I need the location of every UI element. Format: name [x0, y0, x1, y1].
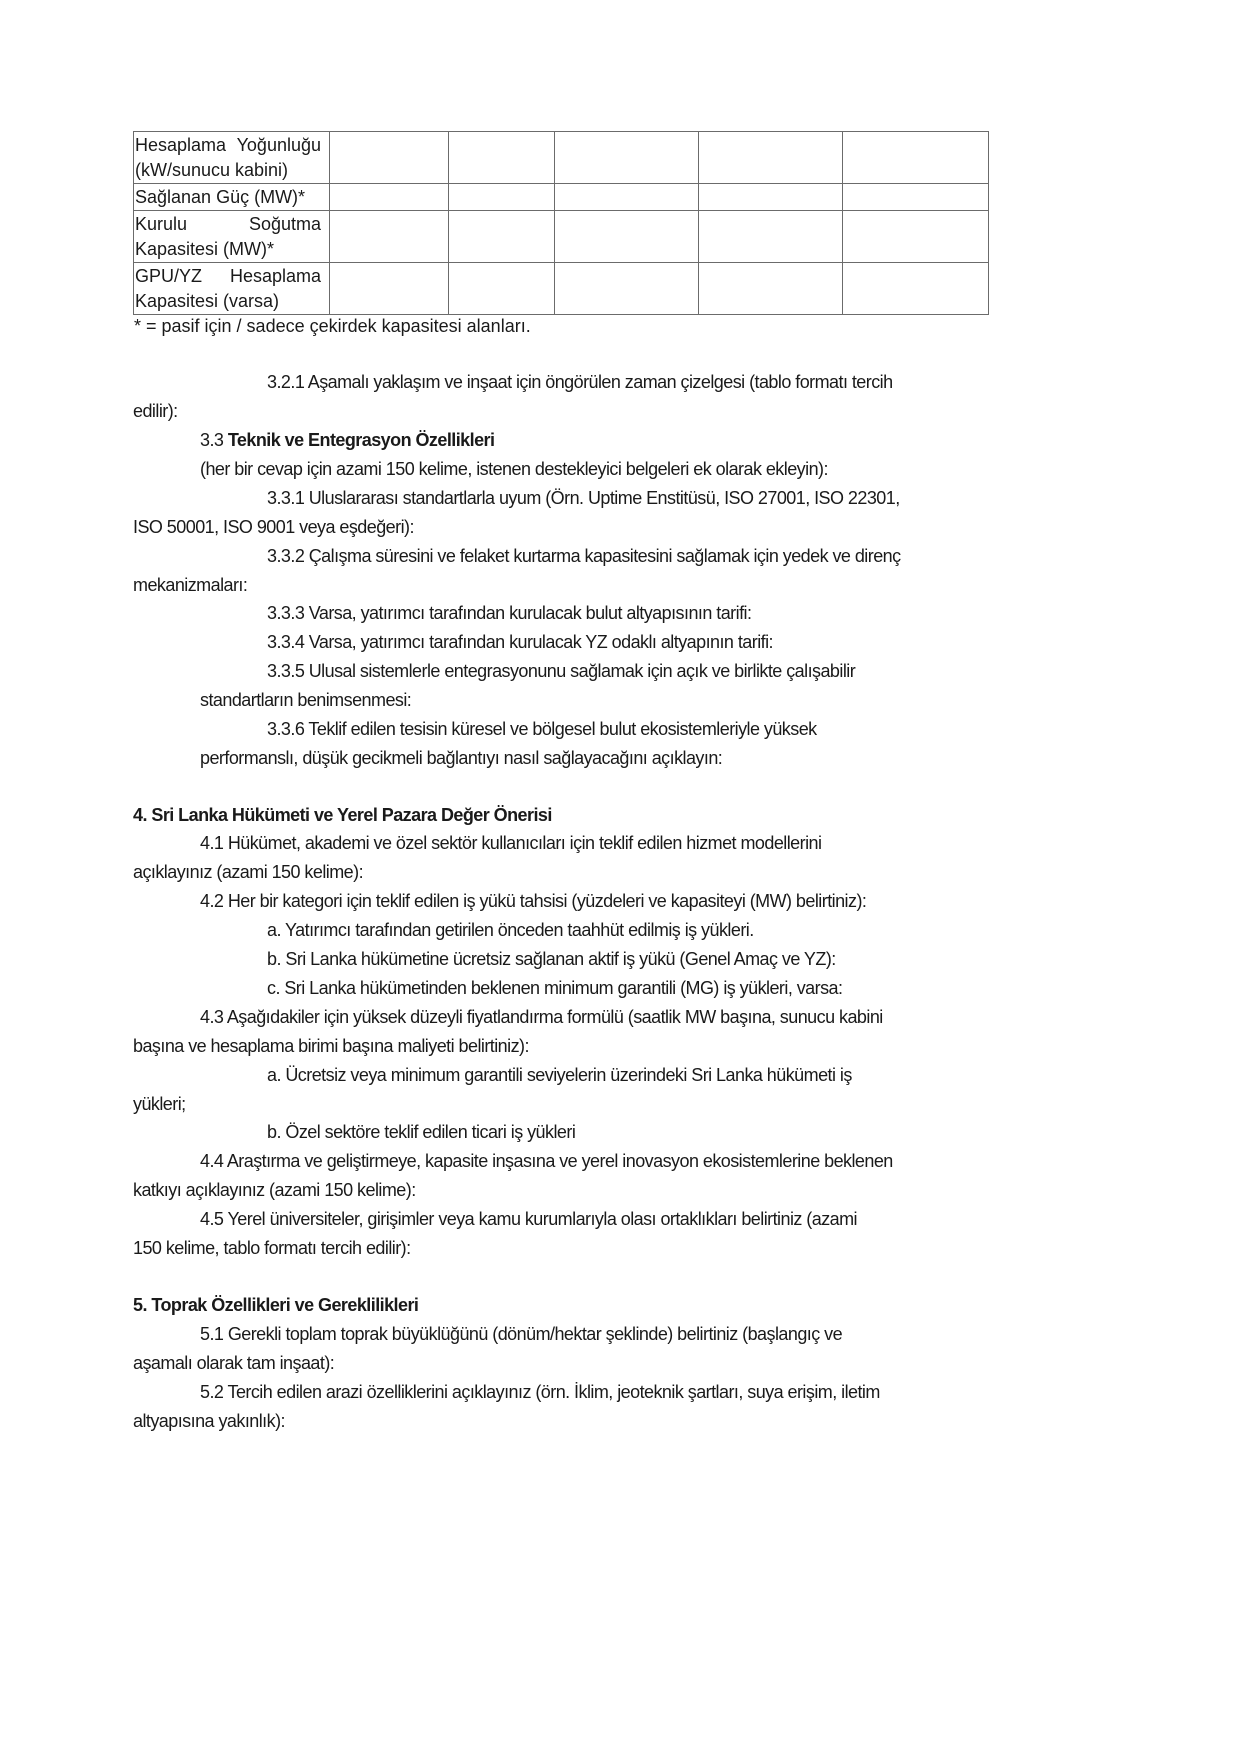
item-3-3-5-line2: standartların benimsenmesi:: [200, 690, 412, 710]
table-row: [134, 211, 989, 263]
table-cell[interactable]: [449, 184, 555, 211]
item-4-3-line2: başına ve hesaplama birimi başına maliyeti belirtiniz):: [133, 1036, 529, 1056]
table-cell[interactable]: [449, 263, 555, 315]
table-row: [134, 263, 989, 315]
table-cell[interactable]: [699, 211, 843, 263]
table-cell[interactable]: [330, 263, 449, 315]
table-cell[interactable]: [555, 184, 699, 211]
item-4-1-line1: 4.1 Hükümet, akademi ve özel sektör kullanıcıları için teklif edilen hizmet modellerini: [200, 833, 822, 853]
capacity-table: [133, 131, 989, 315]
item-4-4-line1: 4.4 Araştırma ve geliştirmeye, kapasite inşasına ve yerel inovasyon ekosistemlerine beklenen: [200, 1151, 893, 1171]
item-4-1-line2: açıklayınız (azami 150 kelime):: [133, 862, 364, 882]
item-3-3-1-line1: 3.3.1 Uluslararası standartlarla uyum (Örn. Uptime Enstitüsü, ISO 27001, ISO 22301,: [267, 488, 900, 508]
table-cell[interactable]: [699, 132, 843, 184]
table-cell[interactable]: [843, 211, 989, 263]
row-label: [134, 184, 330, 211]
table-cell[interactable]: [843, 132, 989, 184]
item-4-2-b: b. Sri Lanka hükümetine ücretsiz sağlanan aktif iş yükü (Genel Amaç ve YZ):: [267, 949, 836, 969]
item-4-2: 4.2 Her bir kategori için teklif edilen iş yükü tahsisi (yüzdeleri ve kapasiteyi (MW) belirtiniz):: [200, 891, 867, 911]
table-cell[interactable]: [555, 263, 699, 315]
label-line: [135, 133, 321, 158]
heading-3-3: [200, 428, 494, 453]
item-3-3-6-line1: 3.3.6 Teklif edilen tesisin küresel ve bölgesel bulut ekosistemleriyle yüksek: [267, 719, 817, 739]
label-line: (kW/sunucu kabini): [135, 160, 289, 180]
item-4-5-line1: 4.5 Yerel üniversiteler, girişimler veya kamu kurumlarıyla olası ortaklıkları belirtiniz (azami: [200, 1209, 858, 1229]
table-cell[interactable]: [330, 211, 449, 263]
table-row: [134, 132, 989, 184]
row-label: [134, 211, 330, 263]
item-3-2-1-line1: 3.2.1 Aşamalı yaklaşım ve inşaat için öngörülen zaman çizelgesi (tablo formatı tercih: [267, 372, 893, 392]
label-word: Kurulu: [135, 214, 188, 234]
label-word: Hesaplama: [135, 135, 227, 155]
item-4-3-line1: 4.3 Aşağıdakiler için yüksek düzeyli fiyatlandırma formülü (saatlik MW başına, sunucu kabini: [200, 1007, 883, 1027]
item-4-5-line2: 150 kelime, tablo formatı tercih edilir):: [133, 1238, 411, 1258]
label-word: Yoğunluğu: [236, 135, 321, 155]
item-3-3-2-line1: 3.3.2 Çalışma süresini ve felaket kurtarma kapasitesini sağlamak için yedek ve direnç: [267, 546, 901, 566]
item-5-1-line1: 5.1 Gerekli toplam toprak büyüklüğünü (dönüm/hektar şeklinde) belirtiniz (başlangıç ve: [200, 1324, 843, 1344]
label-line: Sağlanan Güç (MW)*: [135, 187, 306, 207]
row-label: [134, 132, 330, 184]
item-5-1-line2: aşamalı olarak tam inşaat):: [133, 1353, 335, 1373]
label-line: Kapasitesi (varsa): [135, 291, 280, 311]
item-5-2-line1: 5.2 Tercih edilen arazi özelliklerini açıklayınız (örn. İklim, jeoteknik şartları, suya erişim, iletim: [200, 1382, 880, 1402]
table-cell[interactable]: [843, 184, 989, 211]
table-cell[interactable]: [449, 211, 555, 263]
item-3-3-1-line2: ISO 50001, ISO 9001 veya eşdeğeri):: [133, 517, 414, 537]
table-cell[interactable]: [699, 184, 843, 211]
intro-3-3: (her bir cevap için azami 150 kelime, istenen destekleyici belgeleri ek olarak ekleyin):: [200, 459, 828, 479]
table-cell[interactable]: [699, 263, 843, 315]
item-3-2-1-line2: edilir):: [133, 401, 178, 421]
label-line: [135, 212, 321, 237]
item-4-2-a: a. Yatırımcı tarafından getirilen önceden taahhüt edilmiş iş yükleri.: [267, 920, 754, 940]
section-4-heading: 4. Sri Lanka Hükümeti ve Yerel Pazara Değer Önerisi: [133, 805, 552, 825]
table-cell[interactable]: [330, 132, 449, 184]
item-3-3-3: 3.3.3 Varsa, yatırımcı tarafından kurulacak bulut altyapısının tarifi:: [267, 603, 752, 623]
table-cell[interactable]: [843, 263, 989, 315]
table-cell[interactable]: [449, 132, 555, 184]
label-word: Hesaplama: [229, 266, 321, 286]
table-cell[interactable]: [555, 211, 699, 263]
table-cell[interactable]: [555, 132, 699, 184]
table-footnote: * = pasif için / sadece çekirdek kapasitesi alanları.: [134, 316, 531, 336]
item-4-3-a-line2: yükleri;: [133, 1094, 186, 1114]
table-row: [134, 184, 989, 211]
item-5-2-line2: altyapısına yakınlık):: [133, 1411, 285, 1431]
item-4-3-b: b. Özel sektöre teklif edilen ticari iş yükleri: [267, 1122, 576, 1142]
label-line: Kapasitesi (MW)*: [135, 239, 275, 259]
label-word: GPU/YZ: [135, 266, 203, 286]
item-4-2-c: c. Sri Lanka hükümetinden beklenen minimum garantili (MG) iş yükleri, varsa:: [267, 978, 843, 998]
item-3-3-6-line2: performanslı, düşük gecikmeli bağlantıyı nasıl sağlayacağını açıklayın:: [200, 748, 723, 768]
heading-number: 3.3: [200, 430, 224, 450]
section-5-heading: 5. Toprak Özellikleri ve Gereklilikleri: [133, 1295, 419, 1315]
row-label: [134, 263, 330, 315]
table-cell[interactable]: [330, 184, 449, 211]
item-4-4-line2: katkıyı açıklayınız (azami 150 kelime):: [133, 1180, 416, 1200]
label-line: [135, 264, 321, 289]
item-3-3-5-line1: 3.3.5 Ulusal sistemlerle entegrasyonunu sağlamak için açık ve birlikte çalışabilir: [267, 661, 856, 681]
item-3-3-2-line2: mekanizmaları:: [133, 575, 248, 595]
label-word: Soğutma: [248, 214, 321, 234]
item-3-3-4: 3.3.4 Varsa, yatırımcı tarafından kurulacak YZ odaklı altyapının tarifi:: [267, 632, 773, 652]
heading-title: Teknik ve Entegrasyon Özellikleri: [227, 430, 495, 450]
item-4-3-a-line1: a. Ücretsiz veya minimum garantili seviyelerin üzerindeki Sri Lanka hükümeti iş: [267, 1065, 852, 1085]
